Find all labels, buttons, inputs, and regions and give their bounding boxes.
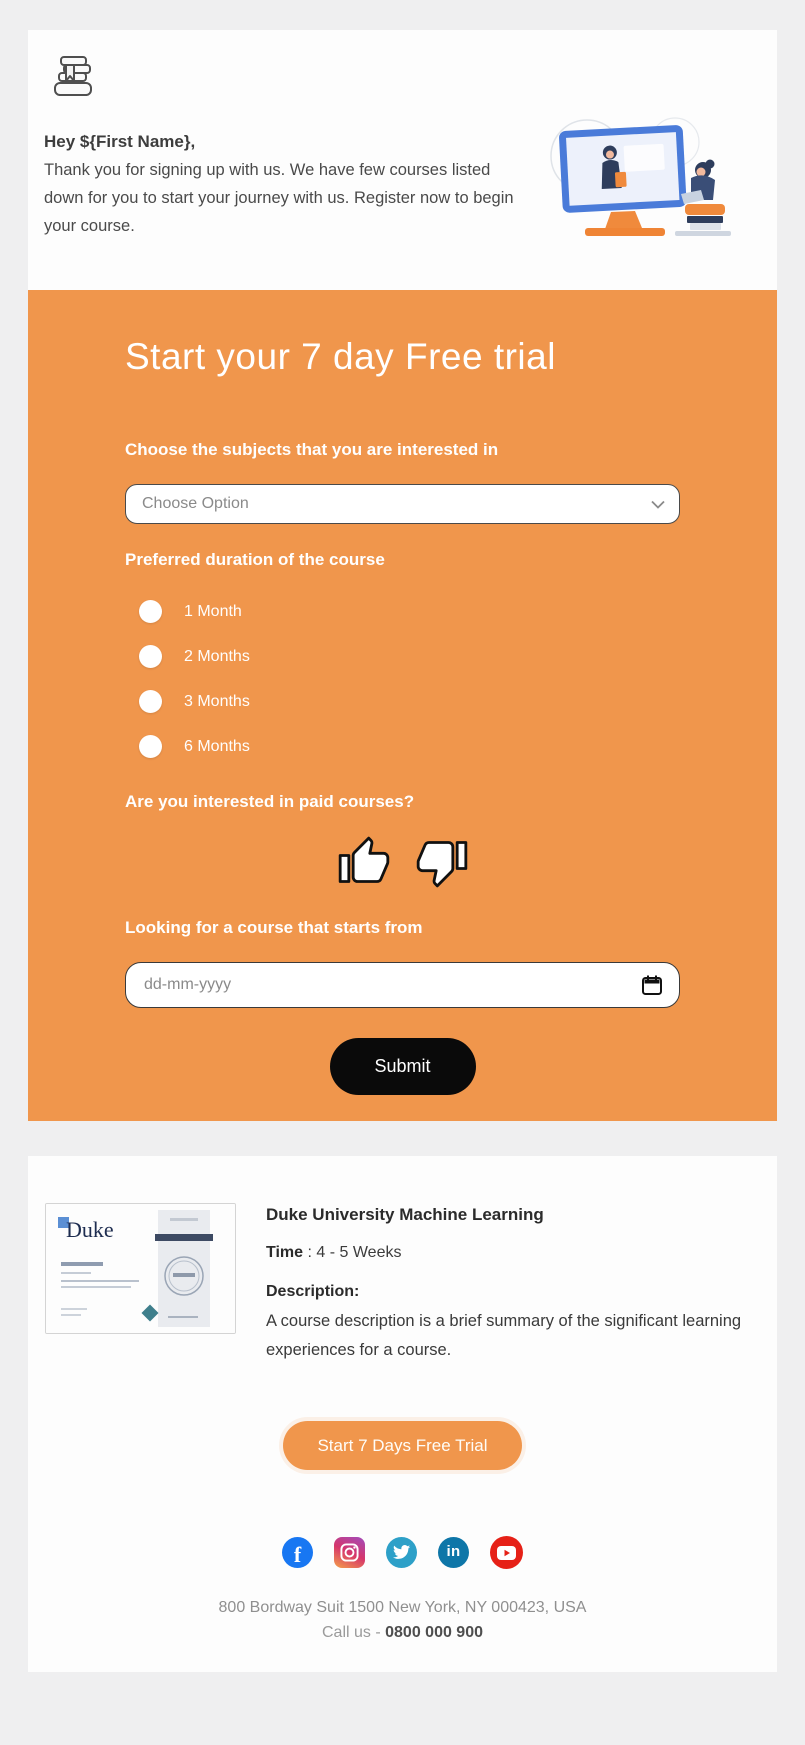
books-stack-icon bbox=[52, 54, 96, 100]
description-text: A course description is a brief summary of the significant learning experiences for a course. bbox=[266, 1312, 742, 1359]
duration-option-1-month[interactable] bbox=[139, 600, 680, 623]
course-info bbox=[266, 1205, 747, 1365]
thumbs-down-icon[interactable] bbox=[416, 836, 468, 888]
youtube-play-glyph bbox=[497, 1546, 516, 1560]
subjects-select[interactable] bbox=[125, 484, 680, 524]
trial-title: Start your 7 day Free trial bbox=[125, 336, 556, 377]
radio-label: 3 Months bbox=[184, 692, 250, 710]
facebook-glyph: f bbox=[293, 1542, 302, 1567]
hero-text bbox=[44, 132, 522, 240]
social-links bbox=[28, 1536, 777, 1569]
radio-icon[interactable] bbox=[139, 600, 162, 623]
free-trial-form bbox=[28, 290, 777, 1121]
instagram-icon[interactable] bbox=[334, 1537, 365, 1568]
cta-wrap bbox=[28, 1421, 777, 1470]
radio-label: 2 Months bbox=[184, 647, 250, 665]
phone-number: 0800 000 900 bbox=[385, 1624, 483, 1641]
duration-option-6-months[interactable] bbox=[139, 735, 680, 758]
course-card bbox=[28, 1156, 777, 1672]
radio-icon[interactable] bbox=[139, 735, 162, 758]
radio-icon[interactable] bbox=[139, 645, 162, 668]
e-learning-illustration bbox=[525, 114, 739, 244]
submit-button[interactable]: Submit bbox=[330, 1038, 476, 1095]
submit-wrap bbox=[125, 1038, 680, 1095]
free-trial-cta-button[interactable]: Start 7 Days Free Trial bbox=[283, 1421, 521, 1470]
facebook-icon[interactable] bbox=[282, 1537, 313, 1568]
twitter-bird-glyph bbox=[393, 1545, 411, 1560]
radio-label: 6 Months bbox=[184, 737, 250, 755]
brand-logo bbox=[52, 54, 777, 102]
thumbs-up-icon[interactable] bbox=[338, 836, 390, 888]
radio-label: 1 Month bbox=[184, 602, 242, 620]
footer-address: 800 Bordway Suit 1500 New York, NY 000423, USA bbox=[218, 1599, 587, 1616]
paid-courses-choice bbox=[125, 836, 680, 888]
youtube-icon[interactable] bbox=[490, 1536, 523, 1569]
twitter-icon[interactable] bbox=[386, 1537, 417, 1568]
call-us-label: Call us - bbox=[322, 1624, 386, 1641]
hero-section bbox=[28, 102, 777, 290]
course-time bbox=[266, 1244, 747, 1262]
radio-icon[interactable] bbox=[139, 690, 162, 713]
subjects-select-value: Choose Option bbox=[142, 495, 249, 512]
certificate-brand-text: Duke bbox=[66, 1217, 114, 1242]
subjects-label: Choose the subjects that you are interested in bbox=[125, 440, 499, 459]
duration-option-3-months[interactable] bbox=[139, 690, 680, 713]
time-value: : 4 - 5 Weeks bbox=[303, 1244, 402, 1261]
chevron-down-icon bbox=[651, 500, 665, 509]
start-date-label: Looking for a course that starts from bbox=[125, 918, 423, 937]
linkedin-glyph: in bbox=[446, 1543, 461, 1560]
duration-option-2-months[interactable] bbox=[139, 645, 680, 668]
description-label: Description: bbox=[266, 1283, 360, 1300]
calendar-icon[interactable] bbox=[640, 973, 664, 997]
time-label: Time bbox=[266, 1244, 304, 1261]
footer-call-line bbox=[28, 1624, 777, 1642]
greeting-text: Hey ${First Name}, bbox=[44, 132, 196, 151]
start-date-field bbox=[125, 962, 680, 1008]
duration-label: Preferred duration of the course bbox=[125, 550, 385, 569]
course-row bbox=[28, 1203, 777, 1365]
paid-courses-label: Are you interested in paid courses? bbox=[125, 792, 415, 811]
certificate-image bbox=[45, 1203, 236, 1334]
linkedin-icon[interactable] bbox=[438, 1537, 469, 1568]
email-header-card bbox=[28, 30, 777, 1121]
date-input[interactable] bbox=[125, 962, 680, 1008]
instagram-camera-glyph bbox=[340, 1543, 359, 1562]
course-title: Duke University Machine Learning bbox=[266, 1205, 544, 1224]
welcome-message: Thank you for signing up with us. We have few courses listed down for you to start your journey with us. Register now to begin your course. bbox=[44, 161, 514, 235]
